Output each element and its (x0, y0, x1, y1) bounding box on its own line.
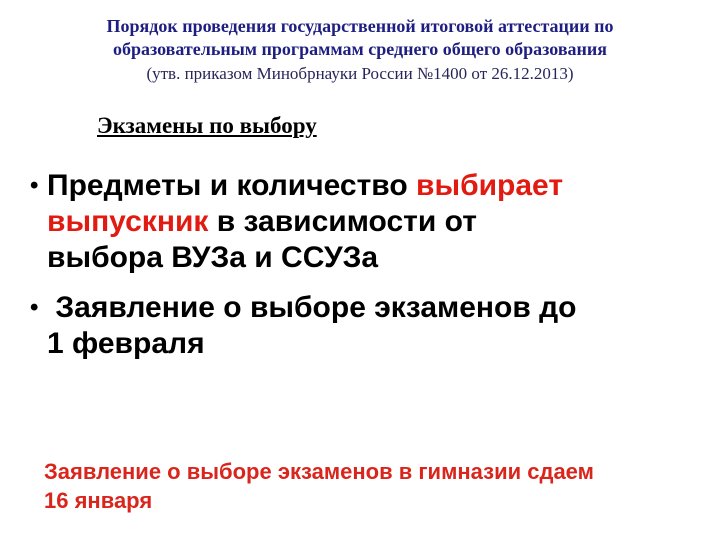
bullet-text-subjects: Предметы и количество выбирает выпускник в зависимости от выбора ВУЗа и ССУЗа (47, 169, 564, 274)
bullet-icon: • (30, 294, 39, 321)
section-heading: Экзамены по выбору (97, 113, 317, 138)
slide-title-note: (утв. приказом Минобрнауки России №1400 от 26.12.2013) (146, 64, 574, 83)
slide-title: Порядок проведения государственной итоговой аттестации по образовательным программам среднего общего образования (106, 16, 614, 59)
bullet-list (30, 168, 670, 362)
slide-title-block (40, 15, 680, 85)
bullet-icon: • (30, 172, 39, 199)
bullet-text-application: Заявление о выборе экзаменов до 1 февраля (47, 291, 577, 360)
footer-note: Заявление о выборе экзаменов в гимназии сдаем 16 января (44, 459, 594, 513)
bullet-item-1 (30, 168, 670, 276)
bullet-item-2 (30, 290, 670, 362)
